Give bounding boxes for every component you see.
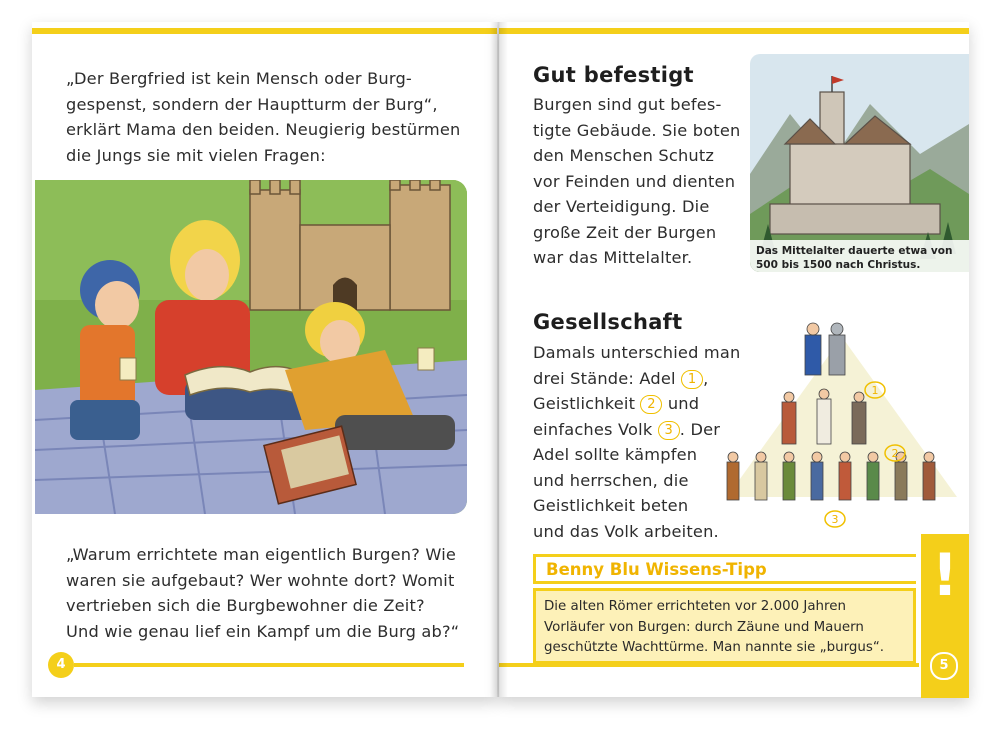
text-span: und (662, 394, 700, 413)
text-line: der Verteidigung. Die (533, 197, 710, 216)
right-page (499, 22, 969, 697)
section-title-gesellschaft: Gesellschaft (533, 310, 683, 334)
tip-header (533, 554, 916, 584)
marker-1: 1 (681, 370, 703, 389)
estates-pyramid-illustration (717, 317, 967, 532)
pyramid-marker-3: 3 (831, 513, 839, 526)
text-line: vor Feinden und dienten (533, 171, 736, 191)
text-line: große Zeit der Burgen (533, 222, 717, 242)
text-line: Adel sollte kämpfen (533, 445, 698, 464)
pyramid-marker-2: 2 (891, 447, 899, 460)
castle-illustration (750, 54, 969, 272)
text-line: „Warum errichtete man eigentlich Burgen? Wie (66, 545, 457, 564)
pyramid-marker-1: 1 (871, 384, 879, 397)
text-line: Damals unterschied man (533, 343, 741, 362)
page-number: 4 (48, 652, 74, 678)
text-line: war das Mittelalter. (533, 248, 693, 267)
castle-caption (750, 240, 969, 272)
footer-line (499, 663, 919, 667)
text-line: den Menschen Schutz (533, 146, 715, 165)
tip-title: Benny Blu Wissens-Tipp (546, 560, 767, 579)
text-line: „Der Bergfried ist kein Mensch oder Burg- (66, 69, 412, 88)
exclamation-icon: ! (931, 541, 959, 609)
caption-line: 500 bis 1500 nach Christus. (756, 259, 921, 271)
text-line: Und wie genau lief ein Kampf um die Burg ab?“ (66, 621, 460, 641)
text-line: gespenst, sondern der Hauptturm der Burg“, (66, 94, 438, 114)
intro-paragraph (66, 66, 476, 168)
marker-2: 2 (640, 395, 662, 414)
text-line: und herrschen, die (533, 470, 689, 490)
top-accent-bar (499, 28, 969, 34)
tip-line: Vorläufer von Burgen: durch Zäune und Mauern (544, 619, 864, 635)
text-line: Geistlichkeit beten (533, 496, 689, 515)
text-line: Burgen sind gut befes- (533, 95, 722, 114)
gut-befestigt-paragraph (533, 92, 748, 271)
text-line: die Jungs sie mit vielen Fragen: (66, 145, 326, 165)
text-span: drei Stände: Adel (533, 368, 682, 388)
text-line: tigte Gebäude. Sie boten (533, 120, 741, 140)
questions-paragraph (66, 542, 481, 644)
text-line: waren sie aufgebaut? Wer wohnte dort? Womit (66, 570, 455, 590)
footer-line (74, 663, 464, 667)
text-span: Geistlichkeit (533, 394, 641, 413)
tip-line: geschützte Wachttürme. Man nannte sie „burgus“. (544, 640, 885, 655)
marker-3: 3 (658, 421, 680, 440)
caption-line: Das Mittelalter dauerte etwa von (756, 245, 953, 257)
tip-box (533, 588, 916, 664)
section-title-gut-befestigt: Gut befestigt (533, 63, 694, 87)
left-page (32, 22, 497, 697)
text-line: vertrieben sich die Burgbewohner die Zeit? (66, 596, 425, 615)
text-span: einfaches Volk (533, 419, 658, 439)
text-span: . Der (679, 419, 721, 439)
page-number: 5 (930, 652, 958, 680)
tip-line: Die alten Römer errichteten vor 2.000 Jahren (544, 599, 846, 614)
text-line: und das Volk arbeiten. (533, 521, 719, 541)
text-span: , (703, 368, 709, 388)
text-line: erklärt Mama den beiden. Neugierig bestürmen (66, 120, 461, 139)
top-accent-bar (32, 28, 497, 34)
picnic-illustration (35, 180, 467, 514)
tip-accent-bar (921, 534, 969, 664)
